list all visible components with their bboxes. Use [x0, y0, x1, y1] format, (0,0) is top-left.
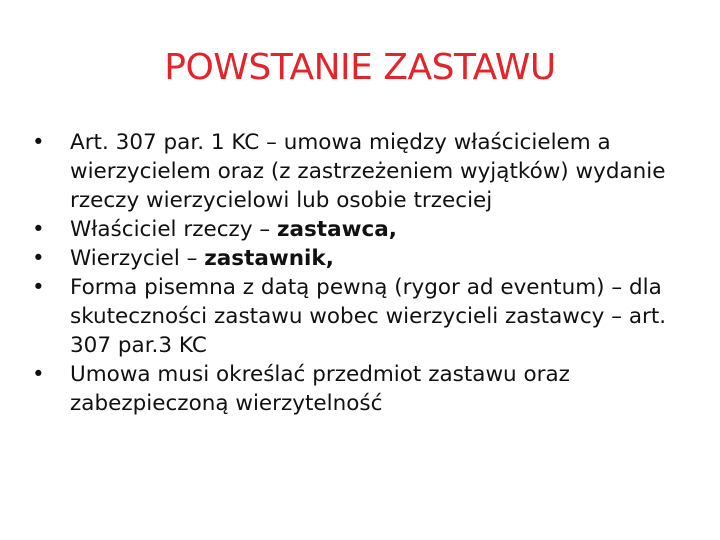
bullet-item-5	[32, 360, 692, 418]
bullet-list	[32, 128, 692, 418]
bullet-item-2	[32, 215, 692, 244]
bullet-text: Właściciel rzeczy –	[70, 217, 277, 242]
bullet-text: Forma pisemna z datą pewną (rygor ad eventum) – dla skuteczności zastawu wobec wierzycieli zastawcy – art. 307 par.3 KC	[70, 275, 667, 358]
bullet-icon: •	[32, 275, 45, 300]
bullet-text: Wierzyciel –	[70, 246, 205, 271]
bullet-item-1	[32, 128, 692, 215]
slide-title: POWSTANIE ZASTAWU	[164, 47, 556, 88]
bullet-emphasis: zastawnik,	[204, 246, 334, 271]
bullet-icon: •	[32, 130, 45, 155]
bullet-icon: •	[32, 246, 45, 271]
bullet-emphasis: zastawca,	[276, 217, 397, 242]
bullet-item-4	[32, 273, 692, 360]
bullet-text: Umowa musi określać przedmiot zastawu oraz zabezpieczoną wierzytelność	[70, 362, 570, 416]
bullet-icon: •	[32, 217, 45, 242]
bullet-text: Art. 307 par. 1 KC – umowa między właścicielem a wierzycielem oraz (z zastrzeżeniem wyjątków) wydanie rzeczy wierzycielowi lub osobie trzeciej	[70, 130, 666, 213]
bullet-item-3	[32, 244, 692, 273]
bullet-icon: •	[32, 362, 45, 387]
